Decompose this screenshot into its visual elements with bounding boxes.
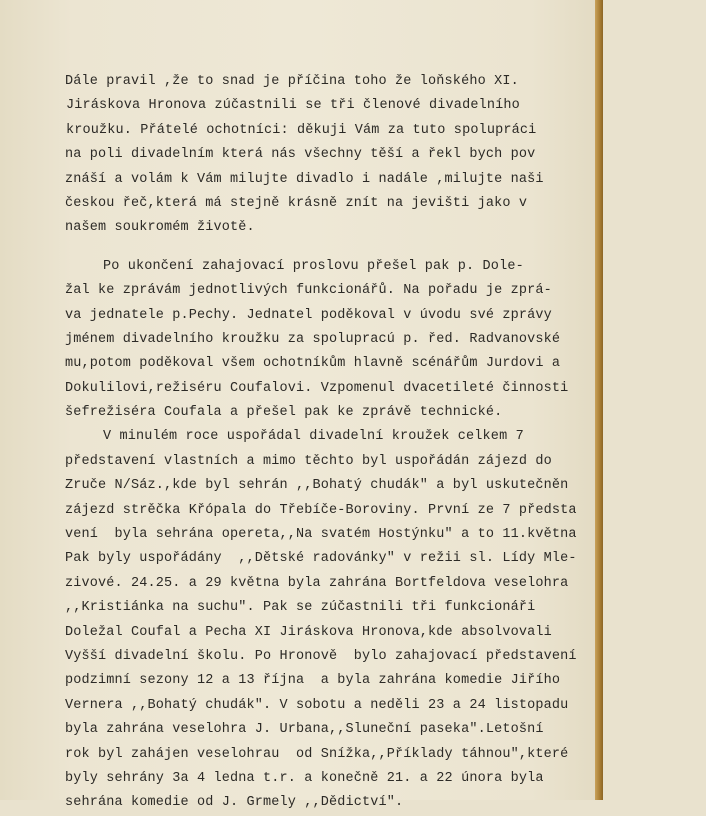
text-line: zivové. 24.25. a 29 května byla zahrána Bortfeldova veselohra — [65, 575, 569, 591]
text-line: kroužku. Přátelé ochotníci: děkuji Vám za tuto spolupráci — [66, 122, 537, 138]
text-line: představení vlastních a mimo těchto byl uspořádán zájezd do — [65, 453, 552, 469]
text-line: žal ke zprávám jednotlivých funkcionářů. Na pořadu je zprá- — [65, 283, 552, 299]
text-line: šefrežiséra Coufala a přešel pak ke zprávě technické. — [65, 405, 503, 421]
text-line: Dokulilovi,režiséru Coufalovi. Vzpomenul dvacetileté činnosti — [65, 380, 569, 396]
text-line: podzimní sezony 12 a 13 října a byla zahrána komedie Jiřího — [65, 673, 561, 689]
text-line: va jednatele p.Pechy. Jednatel poděkoval v úvodu své zprávy — [65, 307, 552, 323]
text-line: Po ukončení zahajovací proslovu přešel pak p. Dole- — [103, 258, 524, 274]
text-line: byly sehrány 3a 4 ledna t.r. a konečně 21. a 22 února byla — [65, 770, 544, 786]
text-line: našem soukromém životě. — [65, 220, 255, 236]
text-line: na poli divadelním která nás všechny těší a řekl bych pov — [65, 147, 536, 163]
text-line: mu,potom poděkoval všem ochotníkům hlavně scénářům Jurdovi a — [65, 356, 561, 372]
text-line: Vernera ,,Bohatý chudák". V sobotu a neděli 23 a 24 listopadu — [65, 697, 569, 713]
typed-text — [0, 70, 603, 816]
text-line: Doležal Coufal a Pecha XI Jiráskova Hronova,kde absolvovali — [65, 624, 552, 640]
text-line: Zruče N/Sáz.,kde byl sehrán ,,Bohatý chudák" a byl uskutečněn — [65, 478, 569, 494]
text-line: jménem divadelního kroužku za spolupracú p. řed. Radvanovské — [65, 331, 561, 347]
text-line: V minulém roce uspořádal divadelní kroužek celkem 7 — [103, 429, 524, 445]
text-line: Vyšší divadelní školu. Po Hronově bylo zahajovací představení — [65, 648, 577, 664]
text-line: sehrána komedie od J. Grmely ,,Dědictví". — [65, 795, 404, 811]
text-line: rok byl zahájen veselohrau od Snížka,,Příklady táhnou",které — [65, 746, 569, 762]
text-line: českou řeč,která má stejně krásně znít na jevišti jako v — [65, 195, 528, 211]
text-line: znáší a volám k Vám milujte divadlo i nadále ,milujte naši — [65, 171, 544, 187]
text-line: Pak byly uspořádány ,,Dětské radovánky" v režii sl. Lídy Mle- — [65, 551, 577, 567]
text-line: Jiráskova Hronova zúčastnili se tři členové divadelního — [66, 98, 520, 114]
folder-edge — [595, 0, 603, 800]
text-line: zájezd strěčka Křópala do Třebíče-Boroviny. První ze 7 předsta — [65, 502, 577, 518]
text-line: byla zahrána veselohra J. Urbana,,Sluneční paseka".Letošní — [65, 722, 544, 738]
text-line: vení byla sehrána opereta,,Na svatém Hostýnku" a to 11.května — [65, 527, 577, 543]
text-line: Dále pravil ,že to snad je příčina toho že loňského XI. — [65, 74, 519, 89]
text-line: ,,Kristiánka na suchu". Pak se zúčastnili tři funkcionáři — [65, 600, 536, 616]
